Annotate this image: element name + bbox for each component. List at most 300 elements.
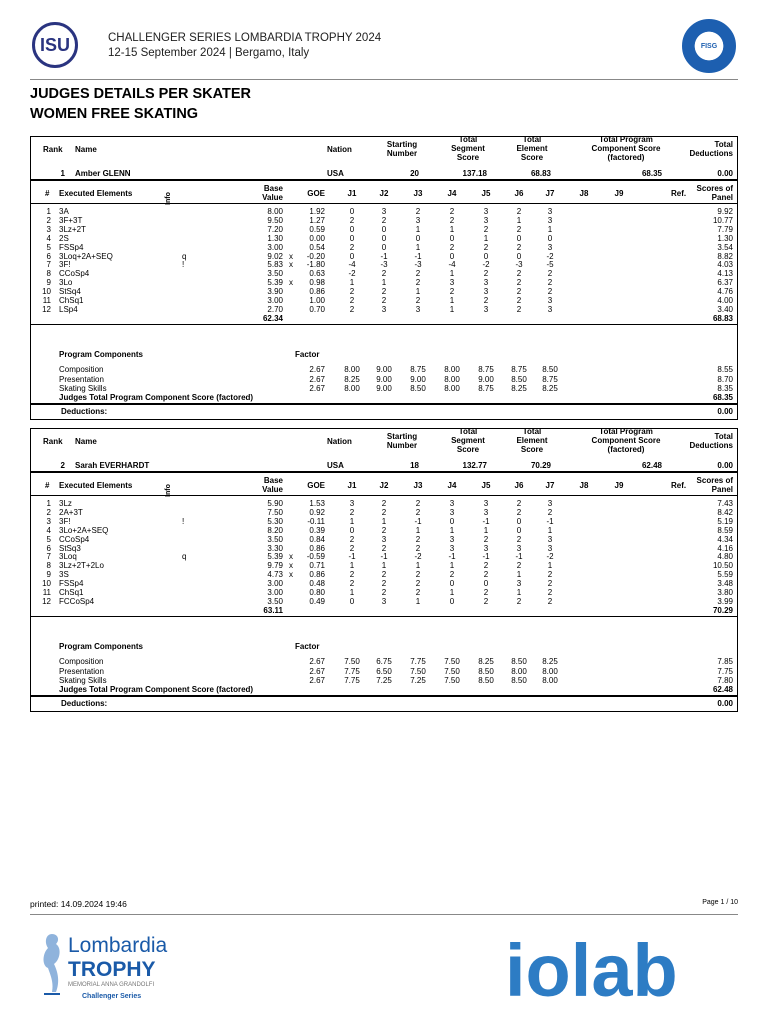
component-judge-score: 7.25 bbox=[410, 676, 426, 686]
element-base-value: 5.39 bbox=[267, 278, 283, 288]
judge-score: 2 bbox=[483, 561, 489, 571]
judge-score: 2 bbox=[415, 499, 421, 508]
tes-label-3: Score bbox=[520, 445, 544, 454]
judge-score: 1 bbox=[349, 278, 355, 288]
element-code: 3F+3T bbox=[59, 215, 83, 225]
judge-score: 1 bbox=[516, 570, 522, 580]
printed-timestamp: printed: 14.09.2024 19:46 bbox=[30, 899, 127, 909]
elements-score-total: 70.29 bbox=[712, 605, 733, 615]
element-code: 3Lz bbox=[59, 499, 72, 508]
lombardia-text: Lombardia bbox=[68, 934, 168, 957]
judge-score: 1 bbox=[449, 296, 455, 305]
component-factor: 2.67 bbox=[309, 657, 325, 666]
judge-score: 2 bbox=[547, 579, 553, 589]
component-judge-score: 9.00 bbox=[410, 374, 426, 384]
judge-score: -4 bbox=[348, 260, 356, 270]
component-judge-score: 8.25 bbox=[542, 657, 558, 666]
element-panel-score: 3.80 bbox=[717, 588, 733, 597]
judge-label: J1 bbox=[347, 189, 357, 198]
judge-score: 3 bbox=[547, 499, 553, 508]
element-number: 4 bbox=[46, 233, 51, 243]
judge-score: -1 bbox=[380, 552, 388, 562]
judge-score: 2 bbox=[349, 242, 355, 252]
judge-score: 1 bbox=[381, 561, 387, 571]
judge-score: 3 bbox=[449, 534, 455, 544]
component-judge-score: 8.75 bbox=[410, 365, 426, 374]
element-number: 1 bbox=[46, 207, 51, 216]
judge-score: 2 bbox=[415, 207, 421, 216]
judge-score: 3 bbox=[415, 215, 421, 225]
component-name: Presentation bbox=[59, 666, 104, 676]
skater-name: Amber GLENN bbox=[75, 169, 131, 178]
element-panel-score: 3.99 bbox=[717, 596, 733, 606]
element-number: 1 bbox=[46, 499, 51, 508]
judge-score: 1 bbox=[547, 224, 553, 234]
judge-score: 3 bbox=[483, 543, 489, 553]
element-code: 3F! bbox=[59, 260, 71, 270]
judge-score: 2 bbox=[349, 579, 355, 589]
component-judge-score: 8.25 bbox=[542, 384, 558, 394]
tpcs-label-3: (factored) bbox=[607, 153, 645, 162]
jtpcs-label: Judges Total Program Component Score (factored) bbox=[59, 685, 254, 694]
element-base-value: 2.70 bbox=[267, 304, 283, 314]
judge-score: 2 bbox=[415, 269, 421, 279]
component-judge-score: 8.00 bbox=[444, 365, 460, 374]
elements-score-total: 68.83 bbox=[712, 313, 733, 323]
judge-score: 1 bbox=[449, 304, 455, 314]
judge-score: 0 bbox=[449, 516, 455, 526]
element-base-value: 3.50 bbox=[267, 269, 283, 279]
element-goe: 0.39 bbox=[309, 525, 325, 535]
judge-score: 3 bbox=[381, 207, 387, 216]
element-goe: 0.98 bbox=[309, 278, 325, 288]
element-code: 3S bbox=[59, 570, 69, 580]
component-judge-score: 8.50 bbox=[511, 374, 527, 384]
deductions-total: 0.00 bbox=[717, 407, 733, 416]
element-code: ChSq1 bbox=[59, 588, 84, 597]
judge-score: 3 bbox=[449, 278, 455, 288]
rank-label: Rank bbox=[43, 437, 63, 446]
judge-score: 3 bbox=[483, 215, 489, 225]
element-code: StSq4 bbox=[59, 287, 81, 297]
iolab-logo-text: iolab bbox=[505, 929, 678, 1008]
judge-label: J9 bbox=[614, 189, 624, 198]
judge-score: 1 bbox=[449, 561, 455, 571]
judge-label: J6 bbox=[514, 189, 524, 198]
component-judge-score: 7.50 bbox=[344, 657, 360, 666]
tss-label-3: Score bbox=[456, 153, 480, 162]
judge-score: 0 bbox=[449, 596, 455, 606]
judge-score: 3 bbox=[483, 278, 489, 288]
judge-score: 2 bbox=[349, 296, 355, 305]
element-code: 3Lo bbox=[59, 278, 73, 288]
element-code: 2S bbox=[59, 233, 69, 243]
pcs-value: 68.35 bbox=[641, 169, 662, 178]
element-goe: 0.71 bbox=[309, 561, 325, 571]
element-panel-score: 5.59 bbox=[717, 570, 733, 580]
element-panel-score: 4.00 bbox=[717, 296, 733, 305]
executed-elements-label: Executed Elements bbox=[59, 481, 133, 490]
tes-label-3: Score bbox=[520, 153, 544, 162]
memorial-text: MEMORIAL ANNA GRANDOLFI bbox=[68, 982, 155, 988]
judge-score: 0 bbox=[516, 233, 522, 243]
judge-score: -3 bbox=[515, 260, 523, 270]
element-code: 3A bbox=[59, 207, 69, 216]
element-goe: 0.86 bbox=[309, 287, 325, 297]
judge-score: 0 bbox=[516, 525, 522, 535]
judge-score: 0 bbox=[516, 516, 522, 526]
judge-score: 1 bbox=[381, 516, 387, 526]
deductions-label: Total bbox=[714, 140, 733, 149]
judge-score: 1 bbox=[349, 588, 355, 597]
judge-score: 2 bbox=[415, 588, 421, 597]
element-code: StSq3 bbox=[59, 543, 81, 553]
judge-score: 2 bbox=[483, 296, 489, 305]
element-code: 3Loq+2A+SEQ bbox=[59, 251, 113, 261]
element-number: 12 bbox=[42, 304, 51, 314]
judge-score: 2 bbox=[349, 570, 355, 580]
element-x-flag: x bbox=[289, 260, 293, 270]
judge-score: 0 bbox=[449, 251, 455, 261]
element-panel-score: 8.42 bbox=[717, 507, 733, 517]
judge-score: 2 bbox=[483, 242, 489, 252]
scores-of-panel-label-2: Panel bbox=[711, 193, 733, 202]
judge-score: 2 bbox=[483, 570, 489, 580]
judge-score: 2 bbox=[516, 534, 522, 544]
component-judge-score: 8.00 bbox=[511, 666, 527, 676]
element-x-flag: x bbox=[289, 251, 293, 261]
component-name: Composition bbox=[59, 365, 104, 374]
element-goe: 0.48 bbox=[309, 579, 325, 589]
tss-label-2: Segment bbox=[451, 144, 485, 153]
page-number: Page 1 / 10 bbox=[702, 899, 738, 906]
element-number: 2 bbox=[46, 507, 51, 517]
judge-score: 3 bbox=[381, 304, 387, 314]
name-label: Name bbox=[75, 145, 97, 154]
judge-score: 1 bbox=[483, 525, 489, 535]
judge-score: 2 bbox=[381, 215, 387, 225]
element-goe: -0.59 bbox=[306, 552, 325, 562]
jtpcs-label: Judges Total Program Component Score (factored) bbox=[59, 393, 254, 402]
component-factor: 2.67 bbox=[309, 365, 325, 374]
judge-score: 2 bbox=[547, 507, 553, 517]
element-x-flag: x bbox=[289, 561, 293, 571]
judge-score: 2 bbox=[349, 304, 355, 314]
element-info: q bbox=[182, 552, 187, 562]
element-number: 12 bbox=[42, 596, 51, 606]
rank-value: 1 bbox=[60, 169, 65, 178]
judge-score: 2 bbox=[547, 269, 553, 279]
nation-value: USA bbox=[327, 461, 344, 470]
component-judge-score: 7.75 bbox=[344, 666, 360, 676]
tpcs-label: Total Program bbox=[599, 427, 653, 436]
judge-score: 2 bbox=[547, 278, 553, 288]
element-panel-score: 10.77 bbox=[712, 215, 733, 225]
judge-score: 2 bbox=[516, 296, 522, 305]
fisg-logo-text: FISG bbox=[700, 42, 718, 50]
starting-label: Starting bbox=[386, 432, 418, 441]
judge-score: 2 bbox=[483, 269, 489, 279]
deductions-label-2: Deductions bbox=[689, 149, 733, 158]
element-code: 2A+3T bbox=[59, 507, 83, 517]
lombardia-trophy-logo bbox=[38, 926, 198, 1006]
executed-elements-label: Executed Elements bbox=[59, 189, 133, 198]
component-judge-score: 8.00 bbox=[542, 676, 558, 686]
element-goe: 0.80 bbox=[309, 588, 325, 597]
judge-score: 2 bbox=[381, 507, 387, 517]
judge-score: 3 bbox=[547, 534, 553, 544]
judge-score: 1 bbox=[449, 224, 455, 234]
component-panel-score: 8.70 bbox=[717, 374, 733, 384]
element-panel-score: 7.79 bbox=[717, 224, 733, 234]
footer-divider bbox=[30, 914, 738, 915]
judge-label: J6 bbox=[514, 481, 524, 490]
judge-score: 2 bbox=[415, 579, 421, 589]
judge-score: -1 bbox=[515, 552, 523, 562]
element-goe: 0.54 bbox=[309, 242, 325, 252]
tes-label: Total bbox=[522, 135, 542, 144]
element-panel-score: 10.50 bbox=[712, 561, 733, 571]
judge-score: 3 bbox=[381, 596, 387, 606]
judge-score: 2 bbox=[381, 525, 387, 535]
element-x-flag: x bbox=[289, 570, 293, 580]
element-base-value: 3.00 bbox=[267, 296, 283, 305]
judge-score: 2 bbox=[449, 570, 455, 580]
judge-score: 3 bbox=[415, 304, 421, 314]
ref-label: Ref. bbox=[671, 189, 687, 198]
page-title: JUDGES DETAILS PER SKATER bbox=[30, 86, 252, 102]
judge-score: 2 bbox=[381, 579, 387, 589]
element-info: ! bbox=[182, 516, 185, 526]
judge-score: 3 bbox=[483, 207, 489, 216]
judge-score: -1 bbox=[380, 251, 388, 261]
pcs-total: 68.35 bbox=[712, 393, 733, 402]
judge-score: 1 bbox=[349, 561, 355, 571]
component-factor: 2.67 bbox=[309, 676, 325, 686]
component-judge-score: 8.00 bbox=[444, 374, 460, 384]
judge-label: J8 bbox=[579, 189, 589, 198]
element-panel-score: 3.48 bbox=[717, 579, 733, 589]
judge-label: J4 bbox=[447, 481, 457, 490]
starting-label-2: Number bbox=[386, 149, 418, 158]
element-panel-score: 5.19 bbox=[717, 516, 733, 526]
judge-score: 2 bbox=[516, 269, 522, 279]
element-number: 6 bbox=[46, 251, 51, 261]
element-goe: 0.86 bbox=[309, 543, 325, 553]
component-judge-score: 8.00 bbox=[444, 384, 460, 394]
element-goe: 0.84 bbox=[309, 534, 325, 544]
element-number: 5 bbox=[46, 242, 51, 252]
judge-score: 2 bbox=[381, 543, 387, 553]
element-number: 10 bbox=[42, 287, 51, 297]
judge-score: -1 bbox=[414, 516, 422, 526]
judge-score: 1 bbox=[415, 596, 421, 606]
judge-score: 2 bbox=[483, 224, 489, 234]
judge-label: J7 bbox=[545, 189, 555, 198]
element-code: FCCoSp4 bbox=[59, 596, 95, 606]
elements-total-divider bbox=[31, 616, 737, 617]
judge-score: 3 bbox=[449, 499, 455, 508]
judge-score: 3 bbox=[483, 287, 489, 297]
element-code: FSSp4 bbox=[59, 242, 84, 252]
element-base-value: 9.02 bbox=[267, 251, 283, 261]
element-goe: 1.00 bbox=[309, 296, 325, 305]
program-components-label: Program Components bbox=[59, 642, 144, 651]
judge-score: -3 bbox=[380, 260, 388, 270]
judge-score: 3 bbox=[547, 304, 553, 314]
judge-score: 2 bbox=[547, 287, 553, 297]
element-base-value: 9.79 bbox=[267, 561, 283, 571]
component-judge-score: 7.50 bbox=[444, 666, 460, 676]
element-panel-score: 4.80 bbox=[717, 552, 733, 562]
judge-label: J2 bbox=[379, 481, 389, 490]
judge-score: 1 bbox=[415, 287, 421, 297]
judge-score: -1 bbox=[414, 251, 422, 261]
judge-score: -2 bbox=[546, 251, 554, 261]
component-judge-score: 8.25 bbox=[511, 384, 527, 394]
element-base-value: 5.39 bbox=[267, 552, 283, 562]
judge-label: J8 bbox=[579, 481, 589, 490]
element-code: 3Loq bbox=[59, 552, 77, 562]
judge-score: 2 bbox=[516, 304, 522, 314]
scores-of-panel-label: Scores of bbox=[696, 184, 733, 193]
component-judge-score: 6.75 bbox=[376, 657, 392, 666]
judge-score: 1 bbox=[415, 242, 421, 252]
component-judge-score: 7.75 bbox=[344, 676, 360, 686]
deductions-total: 0.00 bbox=[717, 699, 733, 708]
element-x-flag: x bbox=[289, 278, 293, 288]
element-base-value: 3.00 bbox=[267, 579, 283, 589]
element-base-value: 5.30 bbox=[267, 516, 283, 526]
component-judge-score: 8.75 bbox=[511, 365, 527, 374]
element-goe: -0.20 bbox=[306, 251, 325, 261]
tes-label-2: Element bbox=[516, 436, 548, 445]
skater-block bbox=[30, 136, 738, 420]
base-value-total: 63.11 bbox=[263, 605, 283, 615]
judge-score: 3 bbox=[547, 543, 553, 553]
component-name: Presentation bbox=[59, 374, 104, 384]
judge-score: 1 bbox=[483, 233, 489, 243]
tes-value: 68.83 bbox=[530, 169, 551, 178]
element-number: 11 bbox=[42, 588, 51, 597]
element-number: 9 bbox=[46, 278, 51, 288]
element-base-value: 4.73 bbox=[267, 570, 283, 580]
element-base-value: 3.50 bbox=[267, 596, 283, 606]
element-number: 7 bbox=[46, 552, 51, 562]
component-panel-score: 8.55 bbox=[717, 365, 733, 374]
element-code: 3Lz+2T bbox=[59, 224, 86, 234]
tes-label: Total bbox=[522, 427, 542, 436]
deductions-value: 0.00 bbox=[717, 169, 733, 178]
judge-score: 2 bbox=[381, 588, 387, 597]
hash-label: # bbox=[45, 189, 50, 198]
element-panel-score: 3.54 bbox=[717, 242, 733, 252]
base-value-label: Base bbox=[263, 476, 283, 485]
judge-score: -1 bbox=[482, 516, 490, 526]
component-factor: 2.67 bbox=[309, 666, 325, 676]
info-label: Info bbox=[164, 484, 172, 497]
info-label: Info bbox=[164, 192, 172, 205]
trophy-text: TROPHY bbox=[68, 958, 156, 981]
deductions-row-label: Deductions: bbox=[61, 699, 108, 708]
element-panel-score: 6.37 bbox=[717, 278, 733, 288]
element-base-value: 8.00 bbox=[267, 207, 283, 216]
elements-total-divider bbox=[31, 324, 737, 325]
judge-score: 0 bbox=[349, 525, 355, 535]
pcs-total: 62.48 bbox=[712, 685, 733, 694]
element-x-flag: x bbox=[289, 552, 293, 562]
judge-score: 3 bbox=[349, 499, 355, 508]
element-goe: 1.27 bbox=[309, 215, 325, 225]
component-judge-score: 8.75 bbox=[542, 374, 558, 384]
element-goe: 1.92 bbox=[309, 207, 325, 216]
element-number: 10 bbox=[42, 579, 51, 589]
judge-label: J3 bbox=[413, 481, 423, 490]
element-goe: -1.80 bbox=[306, 260, 325, 270]
judge-score: 0 bbox=[483, 579, 489, 589]
scores-of-panel-label: Scores of bbox=[696, 476, 733, 485]
judge-score: 2 bbox=[483, 588, 489, 597]
judge-score: 0 bbox=[381, 224, 387, 234]
judge-score: 2 bbox=[516, 507, 522, 517]
judge-score: 0 bbox=[349, 596, 355, 606]
judge-score: 0 bbox=[381, 242, 387, 252]
component-judge-score: 8.00 bbox=[344, 365, 360, 374]
component-judge-score: 8.50 bbox=[478, 676, 494, 686]
judge-score: 2 bbox=[381, 296, 387, 305]
deductions-row-label: Deductions: bbox=[61, 407, 108, 416]
element-panel-score: 7.43 bbox=[717, 499, 733, 508]
judge-score: 0 bbox=[381, 233, 387, 243]
judge-score: 2 bbox=[547, 588, 553, 597]
element-number: 7 bbox=[46, 260, 51, 270]
judge-score: 2 bbox=[516, 287, 522, 297]
nation-label: Nation bbox=[327, 145, 352, 154]
judge-score: 2 bbox=[415, 543, 421, 553]
nation-label: Nation bbox=[327, 437, 352, 446]
tss-label-3: Score bbox=[456, 445, 480, 454]
hash-label: # bbox=[45, 481, 50, 490]
component-judge-score: 9.00 bbox=[478, 374, 494, 384]
judge-score: 3 bbox=[483, 499, 489, 508]
judge-score: 1 bbox=[415, 561, 421, 571]
judge-score: -4 bbox=[448, 260, 456, 270]
tss-value: 137.18 bbox=[462, 169, 487, 178]
program-components-label: Program Components bbox=[59, 350, 144, 359]
judge-score: 2 bbox=[449, 207, 455, 216]
starting-label: Starting bbox=[386, 140, 418, 149]
judge-score: 1 bbox=[415, 525, 421, 535]
judge-score: 2 bbox=[449, 215, 455, 225]
start-number: 20 bbox=[410, 169, 419, 178]
judge-score: 1 bbox=[516, 215, 522, 225]
judge-score: 3 bbox=[547, 242, 553, 252]
judge-label: J4 bbox=[447, 189, 457, 198]
skater-figure-icon bbox=[38, 930, 66, 998]
element-number: 8 bbox=[46, 269, 51, 279]
judge-score: 2 bbox=[415, 278, 421, 288]
judge-score: 2 bbox=[415, 534, 421, 544]
tes-value: 70.29 bbox=[530, 461, 551, 470]
component-panel-score: 7.80 bbox=[717, 676, 733, 686]
element-number: 8 bbox=[46, 561, 51, 571]
element-code: ChSq1 bbox=[59, 296, 84, 305]
judge-score: 0 bbox=[449, 233, 455, 243]
judge-score: -2 bbox=[482, 260, 490, 270]
tpcs-label-3: (factored) bbox=[607, 445, 645, 454]
component-judge-score: 9.00 bbox=[376, 365, 392, 374]
component-judge-score: 7.25 bbox=[376, 676, 392, 686]
